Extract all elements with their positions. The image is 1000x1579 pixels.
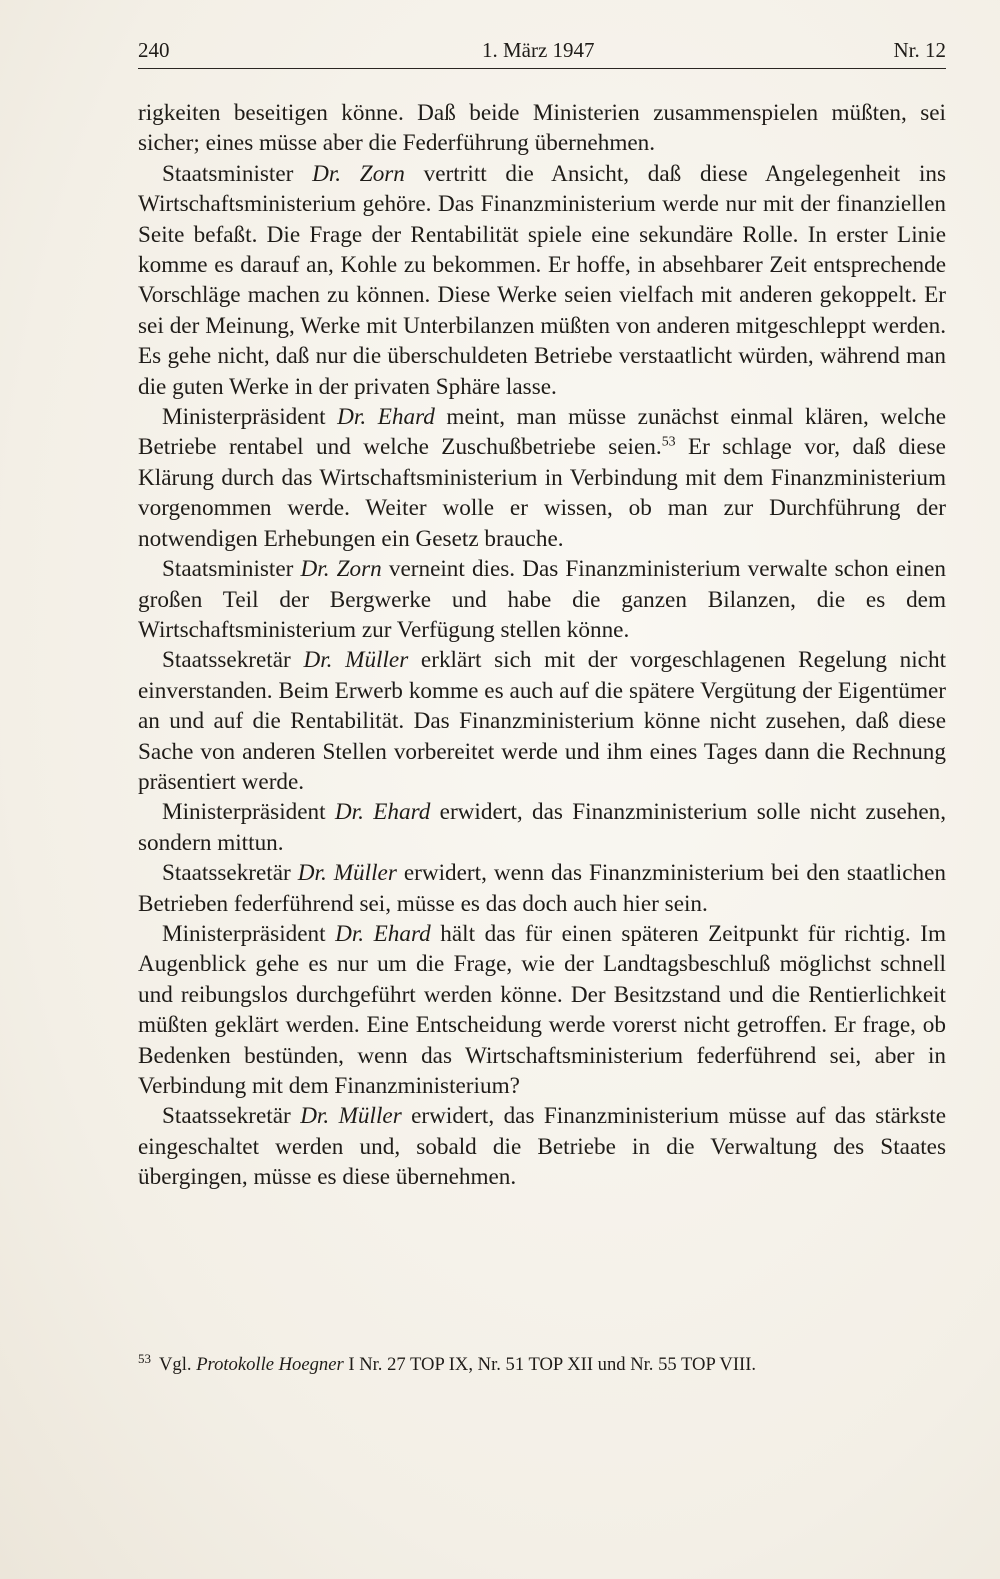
speaker-role: Ministerpräsident [162, 920, 326, 947]
speaker-role: Staatsminister [162, 556, 294, 583]
speaker-role: Ministerpräsident [162, 799, 326, 826]
footnote [138, 1350, 946, 1377]
speaker-role: Staatssekretär [162, 1103, 291, 1130]
footnote-source-title: Protokolle Hoegner [196, 1354, 344, 1375]
paragraph [138, 98, 946, 159]
paragraph-text: erwidert, das Finanzministerium müsse auf das stärkste eingeschaltet werden und, sobald die Betriebe in die Verwaltung des Staates übergingen, müsse es diese übernehmen. [138, 1103, 947, 1191]
speaker-title: Dr. [334, 799, 364, 826]
speaker-name: Ehard [373, 799, 431, 826]
footnote-text: I Nr. 27 TOP IX, Nr. 51 TOP XII und Nr. 55 TOP VIII. [343, 1354, 757, 1375]
body-text [138, 98, 946, 1193]
speaker-title: Dr. [300, 1103, 330, 1130]
paragraph-text: meint, man müsse zunächst einmal klären, welche Betriebe rentabel und welche Zuschußbetriebe seien. [138, 404, 946, 461]
paragraph [138, 1101, 946, 1192]
speaker-title: Dr. [297, 860, 327, 887]
issue-number: Nr. 12 [893, 38, 946, 62]
speaker-name: Müller [338, 1103, 402, 1130]
speaker-name: Müller [345, 647, 409, 674]
speaker-title: Dr. [300, 556, 330, 583]
footnote-number: 53 [138, 1350, 151, 1366]
paragraph-text: erklärt sich mit der vorgeschlagenen Regelung nicht einverstanden. Beim Erwerb komme es auch auf die spätere Vergütung der Eigentümer an und auf die Rentabilität. Das Finanzministerium könne nicht zusehen, daß diese Sache von anderen Stellen vorbereitet werde und ihm eines Tages dann die Rechnung präsentiert werde. [138, 647, 947, 795]
paragraph-text: erwidert, wenn das Finanzministerium bei den staatlichen Betrieben federführend sei, müsse es das doch auch hier sein. [138, 860, 947, 917]
speaker-name: Müller [333, 860, 397, 887]
paragraph [138, 159, 946, 402]
speaker-title: Dr. [312, 160, 342, 187]
footnote-prefix: Vgl. [159, 1354, 197, 1375]
speaker-role: Staatssekretär [162, 860, 291, 887]
paragraph-text: hält das für einen späteren Zeitpunkt für richtig. Im Augenblick gehe es nur um die Frage, wie der Landtagsbeschluß möglichst schnell und reibungslos durchgeführt werden könne. Der Besitzstand und die Rentierlichkeit müßten geklärt werden. Eine Entscheidung werde vorerst nicht getroffen. Er frage, ob Bedenken bestünden, wenn das Wirtschaftsministerium federführend sei, aber in Verbindung mit dem Finanzministerium? [138, 920, 946, 1099]
speaker-name: Ehard [377, 404, 435, 431]
paragraph [138, 402, 946, 554]
paragraph-text: verneint dies. Das Finanzministerium verwalte schon einen großen Teil der Bergwerke und habe die ganzen Bilanzen, die es dem Wirtschaftsministerium zur Verfügung stellen könne. [138, 556, 947, 643]
header-date: 1. März 1947 [482, 38, 595, 62]
footnote-reference[interactable]: 53 [661, 434, 676, 450]
speaker-name: Zorn [359, 160, 405, 187]
paragraph-text: vertritt die Ansicht, daß diese Angelegenheit ins Wirtschaftsministerium gehöre. Das Finanzministerium werde nur mit der finanziellen Seite befaßt. Die Frage der Rentabilität spiele eine sekundäre Rolle. In erster Linie komme es darauf an, Kohle zu bekommen. Er hoffe, in absehbarer Zeit entsprechende Vorschläge machen zu können. Diese Werke seien vielfach mit anderen gekoppelt. Er sei der Meinung, Werke mit Unterbilanzen müßten von anderen mitgeschleppt werden. Es gehe nicht, daß nur die überschuldeten Betriebe verstaatlicht würden, während man die guten Werke in der privaten Sphäre lasse. [138, 160, 947, 400]
paragraph-text: rigkeiten beseitigen könne. Daß beide Ministerien zusammenspielen müßten, sei sicher; eines müsse aber die Federführung übernehmen. [138, 100, 946, 157]
paragraph [138, 645, 946, 797]
speaker-role: Ministerpräsident [162, 404, 326, 431]
paragraph [138, 919, 946, 1101]
speaker-title: Dr. [303, 647, 333, 674]
paragraph [138, 554, 946, 645]
speaker-name: Ehard [373, 920, 431, 947]
paragraph-text-continued: Er schlage vor, daß diese Klärung durch das Wirtschaftsministerium in Verbindung mit dem Finanzministerium vorgenommen werde. Weiter wolle er wissen, ob man zur Durchführung der notwendigen Erhebungen ein Gesetz brauche. [138, 434, 946, 552]
paragraph [138, 797, 946, 858]
speaker-title: Dr. [337, 404, 367, 431]
speaker-title: Dr. [335, 920, 365, 947]
paragraph-text: erwidert, das Finanzministerium solle nicht zusehen, sondern mittun. [138, 799, 947, 856]
paragraph [138, 858, 946, 919]
speaker-role: Staatssekretär [162, 647, 291, 674]
speaker-name: Zorn [336, 556, 382, 583]
page-number: 240 [138, 38, 170, 62]
speaker-role: Staatsminister [162, 160, 294, 187]
running-header [138, 34, 946, 69]
